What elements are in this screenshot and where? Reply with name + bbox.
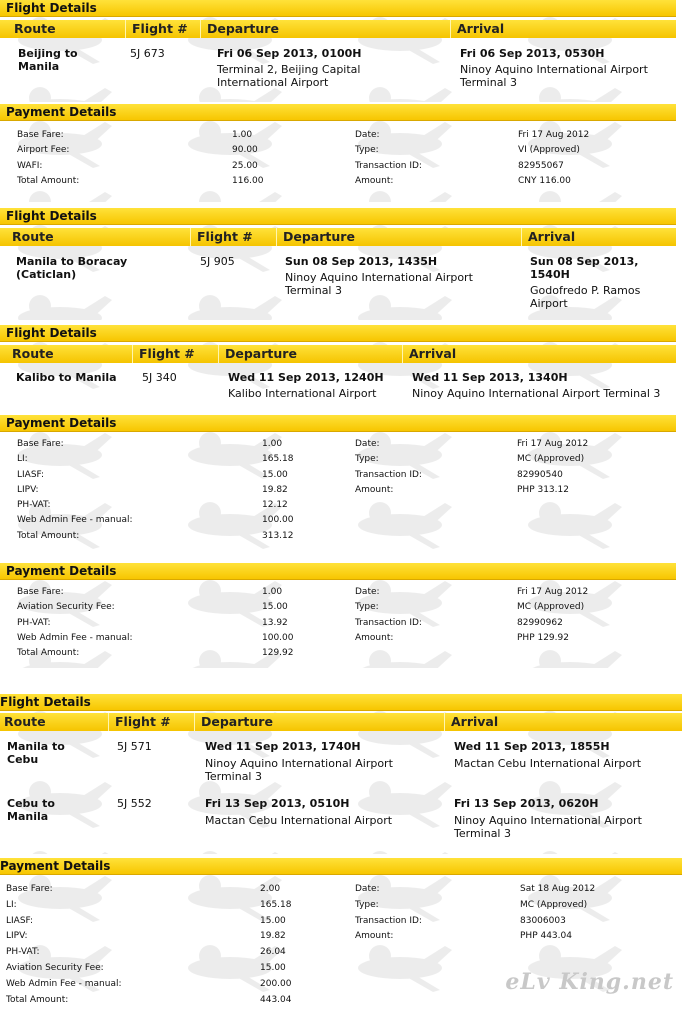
- info-value: 82990962: [517, 617, 563, 628]
- col-route: Route: [12, 346, 54, 361]
- fee-value: 25.00: [232, 160, 258, 171]
- site-signature: eLv King.net: [505, 969, 674, 995]
- flight-cell: 5J 571: [117, 740, 152, 753]
- payment-info-labels: [355, 437, 422, 498]
- fee-value: 15.00: [260, 915, 286, 926]
- payment-details-section: [0, 858, 682, 1009]
- flight-cell: 5J 340: [142, 371, 177, 384]
- info-label: Transaction ID:: [355, 469, 422, 480]
- info-value: MC (Approved): [517, 454, 585, 465]
- info-value: PHP 313.12: [517, 484, 569, 495]
- info-value: Fri 17 Aug 2012: [517, 587, 589, 597]
- info-label: Transaction ID:: [355, 915, 422, 926]
- departure-place: Kalibo International Airport: [228, 387, 377, 400]
- info-value: 82990540: [517, 469, 563, 480]
- departure-time: Wed 11 Sep 2013, 1240H: [228, 371, 384, 384]
- arrival-place: Godofredo P. Ramos Airport: [530, 284, 641, 310]
- fee-label: LIPV:: [6, 931, 28, 942]
- fee-value: 1.00: [232, 130, 253, 140]
- route-cell: Cebu to Manila: [7, 797, 55, 823]
- flight-table-header: [0, 713, 682, 731]
- col-route: Route: [12, 229, 54, 244]
- info-label: Amount:: [355, 175, 394, 186]
- info-label: Amount:: [355, 484, 394, 495]
- arrival-place: Mactan Cebu International Airport: [454, 757, 642, 770]
- flight-details-section: [0, 208, 682, 320]
- col-arrival: Arrival: [450, 20, 676, 38]
- info-label: Date:: [355, 130, 380, 140]
- payment-fee-values: [262, 437, 294, 544]
- info-label: Transaction ID:: [355, 617, 422, 628]
- departure-place: Mactan Cebu International Airport: [205, 814, 393, 827]
- fee-label: LIPV:: [17, 484, 39, 495]
- col-flight: Flight #: [125, 20, 200, 38]
- info-value: 82955067: [518, 160, 564, 171]
- fee-label: WAFI:: [17, 160, 43, 171]
- fee-label: Base Fare:: [17, 587, 64, 597]
- payment-fee-values: [262, 585, 294, 661]
- info-label: Type:: [355, 454, 379, 465]
- flight-table-header: [0, 20, 676, 38]
- payment-info-labels: [355, 585, 422, 646]
- payment-info-values: [517, 437, 588, 498]
- fee-value: 200.00: [260, 978, 292, 989]
- fee-label: Total Amount:: [17, 530, 80, 541]
- payment-details-section: [0, 415, 682, 551]
- flight-cell: 5J 552: [117, 797, 152, 810]
- fee-value: 165.18: [260, 899, 292, 910]
- col-departure: Departure: [276, 228, 521, 246]
- departure-place: Ninoy Aquino International Airport Terminal 3: [285, 271, 473, 297]
- payment-info-values: [520, 882, 595, 945]
- fee-value: 1.00: [262, 439, 283, 449]
- section-title: Payment Details: [0, 563, 676, 580]
- fee-label: PH-VAT:: [6, 947, 40, 958]
- payment-fees: [17, 128, 79, 189]
- payment-fee-values: [232, 128, 264, 189]
- col-flight: Flight #: [132, 345, 208, 363]
- info-value: PHP 129.92: [517, 632, 569, 643]
- fee-value: 165.18: [262, 454, 294, 465]
- fee-value: 15.00: [262, 602, 288, 613]
- col-departure: Departure: [218, 345, 403, 363]
- info-value: MC (Approved): [517, 602, 585, 613]
- fee-value: 2.00: [260, 884, 281, 894]
- col-departure: Departure: [200, 20, 450, 38]
- fee-value: 1.00: [262, 587, 283, 597]
- info-value: VI (Approved): [518, 145, 580, 156]
- section-title: Flight Details: [0, 208, 676, 225]
- flight-table-header: [0, 228, 676, 246]
- flight-details-section: [0, 325, 682, 405]
- fee-label: Web Admin Fee - manual:: [17, 515, 133, 526]
- fee-label: Web Admin Fee - manual:: [6, 978, 122, 989]
- fee-label: Base Fare:: [6, 884, 53, 894]
- fee-label: Total Amount:: [6, 994, 69, 1005]
- fee-label: Web Admin Fee - manual:: [17, 632, 133, 643]
- col-departure: Departure: [194, 713, 444, 731]
- arrival-place: Ninoy Aquino International Airport Terminal 3: [460, 63, 648, 89]
- departure-time: Wed 11 Sep 2013, 1740H: [205, 740, 361, 753]
- fee-label: PH-VAT:: [17, 500, 51, 511]
- section-title: Flight Details: [0, 325, 676, 342]
- payment-info-labels: [355, 128, 422, 189]
- col-flight: Flight #: [190, 228, 266, 246]
- fee-value: 443.04: [260, 994, 292, 1005]
- payment-fees: [17, 585, 133, 661]
- flight-cell: 5J 673: [130, 47, 165, 60]
- fee-label: Total Amount:: [17, 175, 80, 186]
- payment-fee-values: [260, 882, 292, 1008]
- arrival-time: Wed 11 Sep 2013, 1855H: [454, 740, 610, 753]
- fee-label: LIASF:: [6, 915, 34, 926]
- info-label: Transaction ID:: [355, 160, 422, 171]
- payment-fees: [6, 882, 122, 1008]
- route-cell: Manila to Cebu: [7, 740, 65, 766]
- info-label: Amount:: [355, 632, 394, 643]
- payment-details-section: [0, 104, 682, 202]
- section-title: Payment Details: [0, 104, 676, 121]
- fee-label: Total Amount:: [17, 648, 80, 659]
- departure-place: Ninoy Aquino International Airport Terminal 3: [205, 757, 393, 783]
- fee-label: LIASF:: [17, 469, 45, 480]
- fee-value: 100.00: [262, 515, 294, 526]
- fee-value: 313.12: [262, 530, 294, 541]
- route-cell: Manila to Boracay (Caticlan): [16, 255, 128, 281]
- route-cell: Beijing to Manila: [18, 47, 78, 73]
- col-route: Route: [4, 714, 46, 729]
- arrival-time: Fri 06 Sep 2013, 0530H: [460, 47, 605, 60]
- arrival-time: Sun 08 Sep 2013, 1540H: [530, 255, 639, 281]
- fee-label: Aviation Security Fee:: [17, 602, 115, 613]
- flight-details-section: [0, 0, 682, 102]
- departure-time: Fri 06 Sep 2013, 0100H: [217, 47, 362, 60]
- arrival-place: Ninoy Aquino International Airport Terminal 3: [454, 814, 642, 840]
- info-label: Date:: [355, 884, 380, 894]
- payment-info-values: [517, 585, 588, 646]
- flight-cell: 5J 905: [200, 255, 235, 268]
- info-label: Type:: [355, 145, 379, 156]
- info-value: PHP 443.04: [520, 931, 572, 942]
- flight-table-header: [0, 345, 676, 363]
- route-cell: Kalibo to Manila: [16, 371, 117, 384]
- arrival-place: Ninoy Aquino International Airport Terminal 3: [412, 387, 661, 400]
- fee-value: 19.82: [262, 484, 288, 495]
- col-arrival: Arrival: [521, 228, 676, 246]
- fee-value: 129.92: [262, 648, 294, 659]
- flight-details-section: [0, 694, 682, 854]
- section-title: Flight Details: [0, 694, 682, 711]
- info-label: Date:: [355, 439, 380, 449]
- departure-time: Sun 08 Sep 2013, 1435H: [285, 255, 438, 268]
- fee-value: 13.92: [262, 617, 288, 628]
- fee-label: Base Fare:: [17, 130, 64, 140]
- arrival-time: Fri 13 Sep 2013, 0620H: [454, 797, 599, 810]
- col-arrival: Arrival: [402, 345, 676, 363]
- col-flight: Flight #: [108, 713, 194, 731]
- fee-value: 116.00: [232, 175, 264, 186]
- info-value: Sat 18 Aug 2012: [520, 884, 596, 894]
- fee-label: Airport Fee:: [17, 145, 70, 156]
- departure-time: Fri 13 Sep 2013, 0510H: [205, 797, 350, 810]
- payment-info-labels: [355, 882, 422, 945]
- payment-details-section: [0, 563, 682, 668]
- fee-value: 90.00: [232, 145, 258, 156]
- fee-value: 12.12: [262, 500, 288, 511]
- section-title: Payment Details: [0, 415, 676, 432]
- info-value: MC (Approved): [520, 899, 588, 910]
- fee-value: 26.04: [260, 947, 286, 958]
- col-arrival: Arrival: [444, 713, 682, 731]
- fee-label: PH-VAT:: [17, 617, 51, 628]
- payment-info-values: [518, 128, 589, 189]
- fee-value: 100.00: [262, 632, 294, 643]
- info-label: Type:: [355, 899, 379, 910]
- col-route: Route: [14, 21, 56, 36]
- info-value: CNY 116.00: [518, 175, 571, 186]
- fee-label: Base Fare:: [17, 439, 64, 449]
- payment-fees: [17, 437, 133, 544]
- departure-place: Terminal 2, Beijing Capital International Airport: [217, 63, 361, 89]
- info-value: 83006003: [520, 915, 566, 926]
- fee-value: 15.00: [260, 962, 286, 973]
- info-value: Fri 17 Aug 2012: [518, 130, 590, 140]
- section-title: Flight Details: [0, 0, 676, 17]
- info-label: Date:: [355, 587, 380, 597]
- fee-label: Aviation Security Fee:: [6, 962, 104, 973]
- info-value: Fri 17 Aug 2012: [517, 439, 589, 449]
- fee-label: LI:: [17, 454, 28, 465]
- arrival-time: Wed 11 Sep 2013, 1340H: [412, 371, 568, 384]
- section-title: Payment Details: [0, 858, 682, 875]
- fee-label: LI:: [6, 899, 17, 910]
- fee-value: 19.82: [260, 931, 286, 942]
- info-label: Amount:: [355, 931, 394, 942]
- info-label: Type:: [355, 602, 379, 613]
- fee-value: 15.00: [262, 469, 288, 480]
